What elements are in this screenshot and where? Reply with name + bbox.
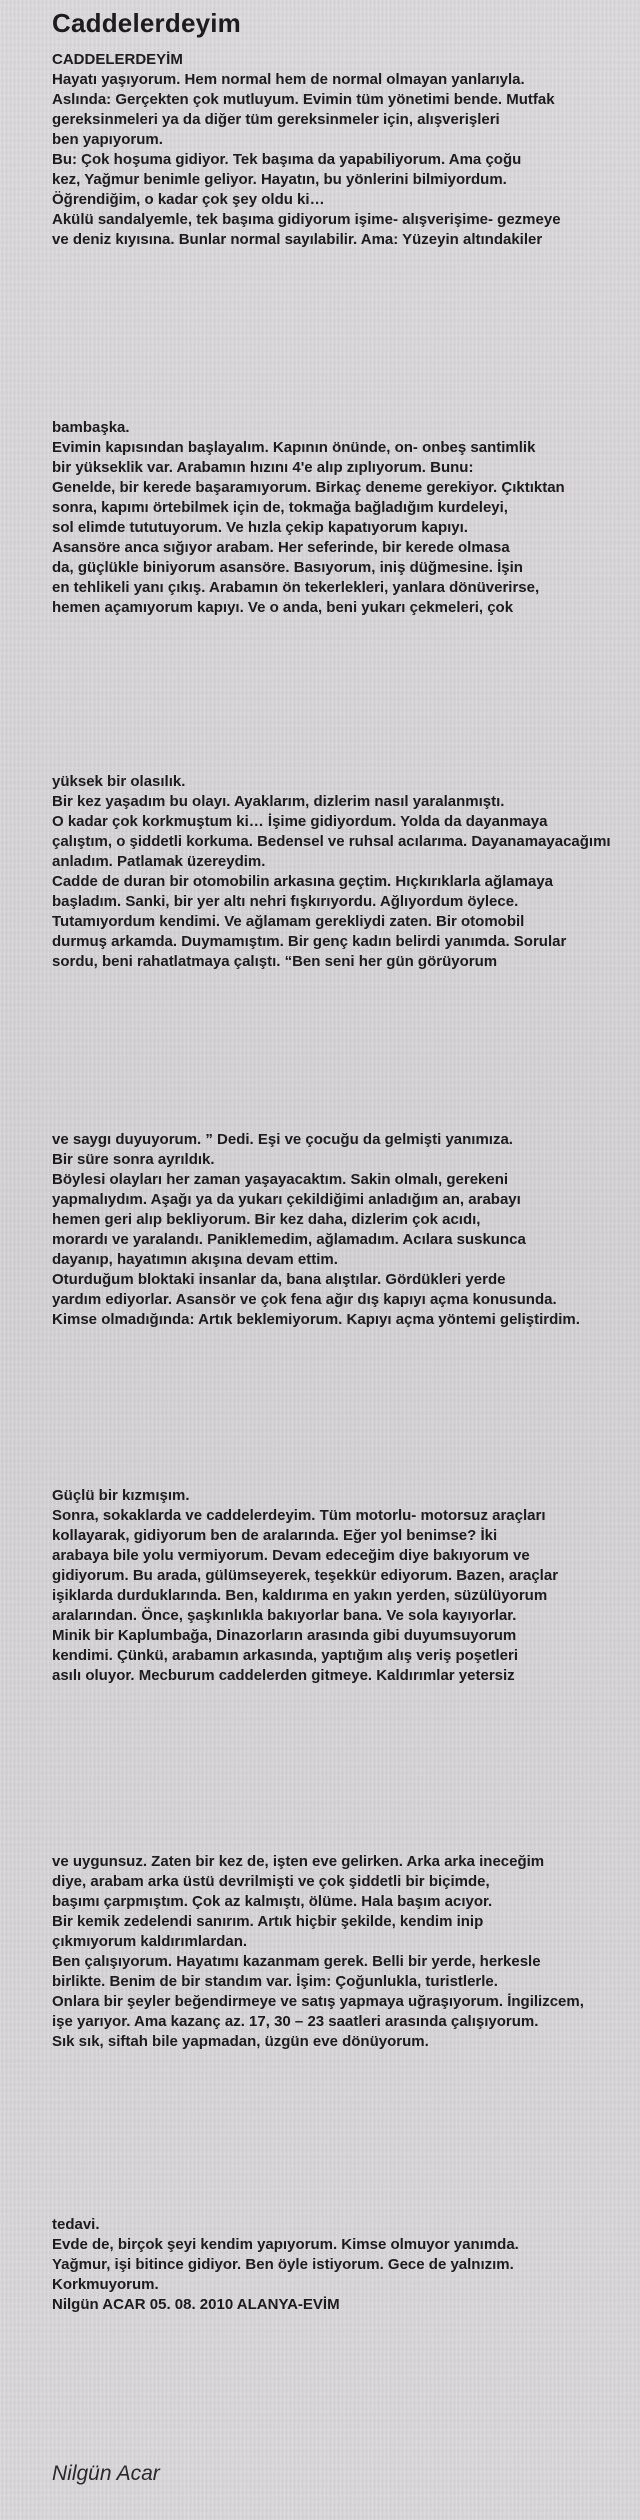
poem-line: Sık sık, siftah bile yapmadan, üzgün eve dönüyorum. (52, 2033, 429, 2050)
poem-stanza (52, 772, 640, 972)
poem-line: gidiyorum. Bu arada, gülümseyerek, teşekkür ediyorum. Bazen, araçlar (52, 1567, 559, 1584)
poem-line: Sonra, sokaklarda ve caddelerdeyim. Tüm motorlu- motorsuz araçları (52, 1507, 546, 1524)
poem-line: hemen açamıyorum kapıyı. Ve o anda, beni yukarı çekmeleri, çok (52, 599, 514, 616)
poem-stanza (52, 2215, 640, 2315)
poem-line: tedavi. (52, 2216, 100, 2233)
poem-line: Ben çalışıyorum. Hayatımı kazanmam gerek. Belli bir yerde, herkesle (52, 1953, 541, 1970)
poem-line: Yağmur, işi bitince gidiyor. Ben öyle istiyorum. Gece de yalnızım. (52, 2256, 514, 2273)
poem-line: birlikte. Benim de bir standım var. İşim: Çoğunlukla, turistlerle. (52, 1973, 498, 1990)
poem-line: Bir kemik zedelendi sanırım. Artık hiçbir şekilde, kendim inip (52, 1913, 484, 1930)
poem-line: çalıştım, o şiddetli korkuma. Bedensel ve ruhsal acılarıma. Dayanamayacağımı (52, 833, 611, 850)
poem-line: Kimse olmadığında: Artık beklemiyorum. Kapıyı açma yöntemi geliştirdim. (52, 1311, 580, 1328)
poem-line: yapmalıydım. Aşağı ya da yukarı çekildiğimi anladığım an, arabayı (52, 1191, 521, 1208)
poem-line: başımı çarpmıştım. Çok az kalmıştı, ölüme. Hala başım acıyor. (52, 1893, 493, 1910)
poem-line: arabaya bile yolu vermiyorum. Devam edeceğim diye bakıyorum ve (52, 1547, 530, 1564)
poem-line: yardım ediyorlar. Asansör ve çok fena ağır dış kapıyı açma konusunda. (52, 1291, 557, 1308)
poem-line: Oturduğum bloktaki insanlar da, bana alıştılar. Gördükleri yerde (52, 1271, 506, 1288)
poem-line: Bir süre sonra ayrıldık. (52, 1151, 215, 1168)
poem-line: Öğrendiğim, o kadar çok şey oldu ki… (52, 191, 325, 208)
poem-line: Genelde, bir kerede başaramıyorum. Birkaç deneme gerekiyor. Çıktıktan (52, 479, 565, 496)
poem-stanza (52, 50, 640, 250)
poem-line: Güçlü bir kızmışım. (52, 1487, 190, 1504)
poem-line: Tutamıyordum kendimi. Ve ağlamam gerekliydi zaten. Bir otomobil (52, 913, 525, 930)
poem-stanza (52, 418, 640, 618)
poem-line: Böylesi olayları her zaman yaşayacaktım. Sakin olmalı, gerekeni (52, 1171, 509, 1188)
poem-line: ve deniz kıyısına. Bunlar normal sayılabilir. Ama: Yüzeyin altındakiler (52, 231, 543, 248)
poem-line: işiklarda durduklarında. Ben, kaldırıma en yakın yerden, süzülüyorum (52, 1587, 548, 1604)
poem-line: Akülü sandalyemle, tek başıma gidiyorum işime- alışverişime- gezmeye (52, 211, 561, 228)
poem-line: Asansöre anca sığıyor arabam. Her seferinde, bir kerede olmasa (52, 539, 510, 556)
poem-line: Bu: Çok hoşuma gidiyor. Tek başıma da yapabiliyorum. Ama çoğu (52, 151, 522, 168)
poem-line: sonra, kapımı örtebilmek için de, tokmağa bağladığım kurdeleyi, (52, 499, 508, 516)
poem-line: işe yarıyor. Ama kazanç az. 17, 30 – 23 saatleri arasında çalışıyorum. (52, 2013, 539, 2030)
poem-line: başladım. Sanki, bir yer altı nehri fışkırıyordu. Ağlıyordum öylece. (52, 893, 519, 910)
poem-line: hemen geri alıp bekliyorum. Bir kez daha, dizlerim çok acıdı, (52, 1211, 481, 1228)
poem-line: Korkmuyorum. (52, 2276, 159, 2293)
poem-stanza (52, 1130, 640, 1330)
poem-line: aralarından. Önce, şaşkınlıkla bakıyorlar bana. Ve sola kayıyorlar. (52, 1607, 517, 1624)
poem-line: da, güçlükle biniyorum asansöre. Basıyorum, iniş düğmesine. İşin (52, 559, 523, 576)
poem-line: bir yükseklik var. Arabamın hızını 4'e alıp zıplıyorum. Bunu: (52, 459, 474, 476)
poem-line: ve saygı duyuyorum. ” Dedi. Eşi ve çocuğu da gelmişti yanımıza. (52, 1131, 513, 1148)
poem-line: CADDELERDEYİM (52, 51, 183, 68)
poem-line: en tehlikeli yanı çıkış. Arabamın ön tekerlekleri, yanlara dönüverirse, (52, 579, 540, 596)
poem-line: Minik bir Kaplumbağa, Dinazorların arasında gibi duyumsuyorum (52, 1627, 517, 1644)
author-signature: Nilgün Acar (52, 2462, 160, 2485)
poem-line: sordu, beni rahatlatmaya çalıştı. “Ben seni her gün görüyorum (52, 953, 498, 970)
poem-line: dayanıp, hayatımın akışına devam ettim. (52, 1251, 338, 1268)
poem-line: sol elimde tututuyorum. Ve hızla çekip kapatıyorum kapıyı. (52, 519, 468, 536)
poem-line: ve uygunsuz. Zaten bir kez de, işten eve gelirken. Arka arka ineceğim (52, 1853, 545, 1870)
poem-line: diye, arabam arka üstü devrilmişti ve çok şiddetli bir biçimde, (52, 1873, 490, 1890)
poem-line: Cadde de duran bir otomobilin arkasına geçtim. Hıçkırıklarla ağlamaya (52, 873, 553, 890)
poem-line: anladım. Patlamak üzereydim. (52, 853, 266, 870)
poem-line: Evimin kapısından başlayalım. Kapının önünde, on- onbeş santimlik (52, 439, 536, 456)
page-title: Caddelerdeyim (52, 8, 242, 38)
poem-line: Aslında: Gerçekten çok mutluyum. Evimin tüm yönetimi bende. Mutfak (52, 91, 555, 108)
poem-line: Bir kez yaşadım bu olayı. Ayaklarım, dizlerim nasıl yaralanmıştı. (52, 793, 505, 810)
poem-line: ben yapıyorum. (52, 131, 163, 148)
poem-line: Onlara bir şeyler beğendirmeye ve satış yapmaya uğraşıyorum. İngilizcem, (52, 1993, 584, 2010)
poem-line: bambaşka. (52, 419, 130, 436)
poem-line: çıkmıyorum kaldırımlardan. (52, 1933, 248, 1950)
poem-line: Hayatı yaşıyorum. Hem normal hem de normal olmayan yanlarıyla. (52, 71, 525, 88)
poem-line: gereksinmeleri ya da diğer tüm gereksinmeler için, alışverişleri (52, 111, 500, 128)
poem-line: kez, Yağmur benimle geliyor. Hayatın, bu yönlerini bilmiyordum. (52, 171, 507, 188)
poem-line: morardı ve yaralandı. Paniklemedim, ağlamadım. Acılara suskunca (52, 1231, 526, 1248)
poem-line: Nilgün ACAR 05. 08. 2010 ALANYA-EVİM (52, 2296, 340, 2313)
poem-line: kollayarak, gidiyorum ben de aralarında. Eğer yol benimse? İki (52, 1527, 498, 1544)
poem-line: O kadar çok korkmuştum ki… İşime gidiyordum. Yolda da dayanmaya (52, 813, 548, 830)
poem-line: kendimi. Çünkü, arabamın arkasında, yaptığım alış veriş poşetleri (52, 1647, 519, 1664)
poem-stanza (52, 1486, 640, 1686)
poem-line: asılı oluyor. Mecburum caddelerden gitmeye. Kaldırımlar yetersiz (52, 1667, 515, 1684)
poem-line: durmuş arkamda. Duymamıştım. Bir genç kadın belirdi yanımda. Sorular (52, 933, 567, 950)
poem-stanza (52, 1852, 640, 2052)
poem-line: yüksek bir olasılık. (52, 773, 186, 790)
poem-line: Evde de, birçok şeyi kendim yapıyorum. Kimse olmuyor yanımda. (52, 2236, 519, 2253)
